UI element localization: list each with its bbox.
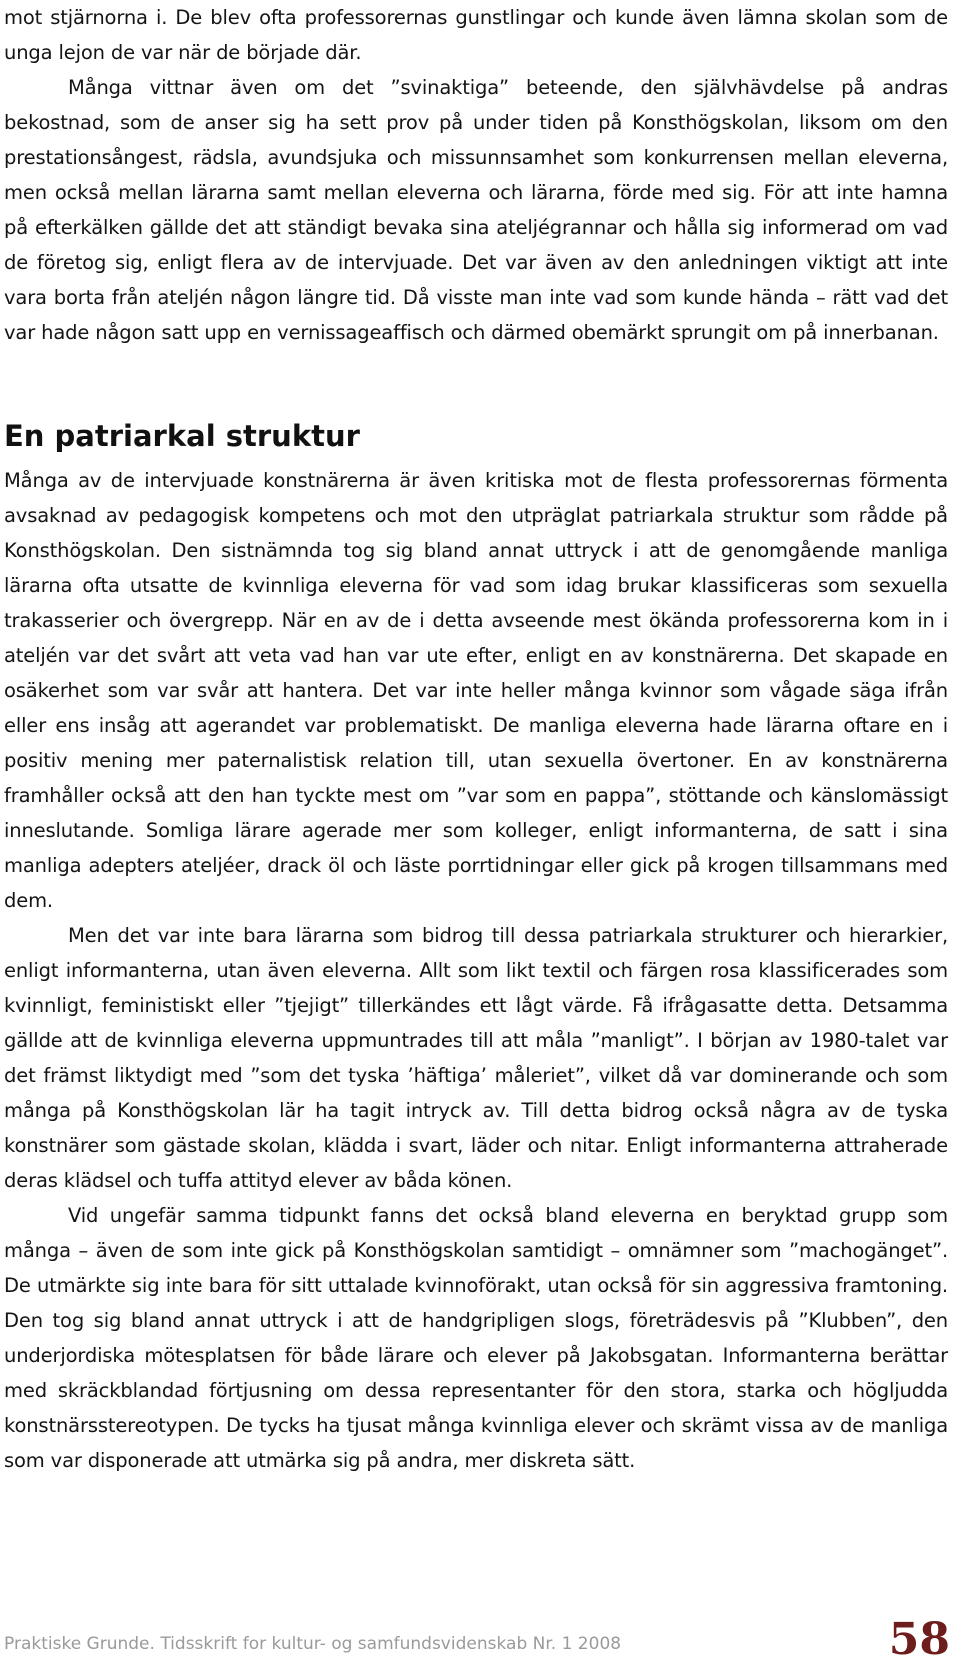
journal-citation: Praktiske Grunde. Tidsskrift for kultur- og samfundsvidenskab Nr. 1 2008 xyxy=(4,1634,622,1654)
bottom-text-section xyxy=(4,463,948,1478)
paragraph-competition: Många vittnar även om det ”svinaktiga” beteende, den självhävdelse på andras bekostnad, som de anser sig ha sett prov på under tiden på Konsthögskolan, liksom om den prestationsångest, rädsla, avundsjuka och missunnsamhet som konkurrensen mellan eleverna, men också mellan lärarna samt mellan eleverna och lärarna, förde med sig. För att inte hamna på efterkälken gällde det att ständigt bevaka sina ateljégrannar och hålla sig informerad om vad de företog sig, enligt flera av de intervjuade. Det var även av den anledningen viktigt att inte vara borta från ateljén någon längre tid. Då visste man inte vad som kunde hända – rätt vad det var hade någon satt upp en vernissageaffisch och därmed obemärkt sprungit om på innerbanan. xyxy=(4,76,948,344)
paragraph-macho-group: Vid ungefär samma tidpunkt fanns det också bland eleverna en beryktad grupp som många – även de som inte gick på Konsthögskolan samtidigt – omnämner som ”machogänget”. De utmärkte sig inte bara för sitt uttalade kvinnoförakt, utan också för sin aggressiva framtoning. Den tog sig bland annat uttryck i att de handgripligen slogs, företrädesvis på ”Klubben”, den underjordiska mötesplatsen för både lärare och elever på Jakobsgatan. Informanterna berättar med skräckblandad förtjusning om dessa representanter för den stora, starka och högljudda konstnärsstereotypen. De tycks ha tjusat många kvinnliga elever och skrämt vissa av de manliga som var disponerade att utmärka sig på andra, mer diskreta sätt. xyxy=(4,1204,948,1472)
top-text-section xyxy=(4,0,948,350)
paragraph-hierarchies: Men det var inte bara lärarna som bidrog till dessa patriarkala strukturer och hierarkier, enligt informanterna, utan även eleverna. Allt som likt textil och färgen rosa klassificerades som kvinnligt, feministiskt eller ”tjejigt” tillerkändes ett lågt värde. Få ifrågasatte detta. Detsamma gällde att de kvinnliga eleverna uppmuntrades till att måla ”manligt”. I början av 1980-talet var det främst liktydigt med ”som det tyska ’häftiga’ måleriet”, vilket då var dominerande och som många på Konsthögskolan lär ha tagit intryck av. Till detta bidrog också några av de tyska konstnärer som gästade skolan, klädda i svart, läder och nitar. Enligt informanterna attraherade deras klädsel och tuffa attityd elever av båda könen. xyxy=(4,924,948,1192)
paragraph-continuation: mot stjärnorna i. De blev ofta professorernas gunstlingar och kunde även lämna skolan som de unga lejon de var när de började där. xyxy=(4,6,948,64)
page-footer xyxy=(0,1614,950,1665)
paragraph-patriarchal-structure: Många av de intervjuade konstnärerna är även kritiska mot de flesta professorernas förmenta avsaknad av pedagogisk kompetens och mot den utpräglat patriarkala struktur som rådde på Konsthögskolan. Den sistnämnda tog sig bland annat uttryck i att de genomgående manliga lärarna ofta utsatte de kvinnliga eleverna för vad som idag brukar klassificeras som sexuella trakasserier och övergrepp. När en av de i detta avseende mest ökända professorerna kom in i ateljén var det svårt att veta vad han var ute efter, enligt en av konstnärerna. Det skapade en osäkerhet som var svår att hantera. Det var inte heller många kvinnor som vågade säga ifrån eller ens insåg att agerandet var problematiskt. De manliga eleverna hade lärarna oftare en i positiv mening mer paternalistisk relation till, utan sexuella övertoner. En av konstnärerna framhåller också att den han tyckte mest om ”var som en pappa”, stöttande och känslomässigt inneslutande. Somliga lärare agerade mer som kolleger, enligt informanterna, de satt i sina manliga adepters ateljéer, drack öl och läste porrtidningar eller gick på krogen tillsammans med dem. xyxy=(4,469,948,912)
page-number: 58 xyxy=(888,1614,950,1665)
section-heading: En patriarkal struktur xyxy=(4,419,360,453)
